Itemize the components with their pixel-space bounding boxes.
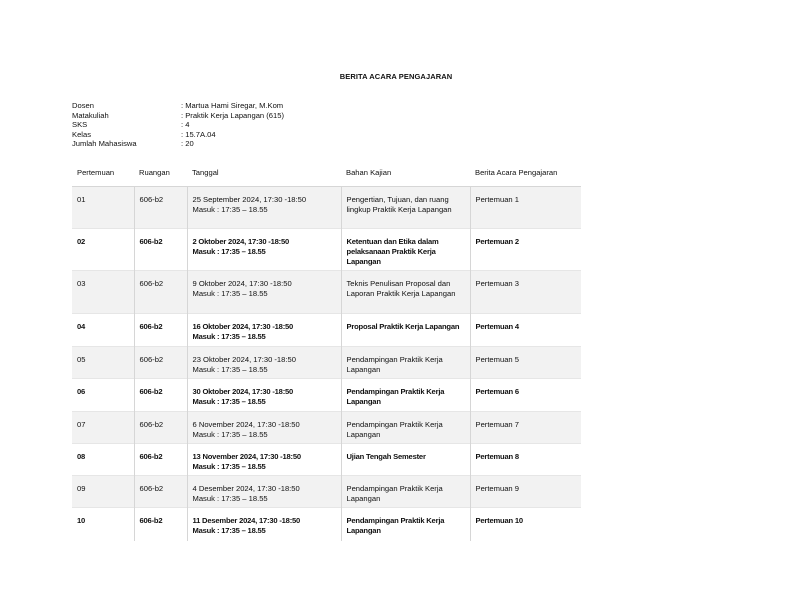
cell-berita-acara: Pertemuan 2 [470,229,581,271]
meta-row-kelas [72,130,284,140]
cell-ruangan: 606-b2 [134,476,187,508]
date-text: 13 November 2024, 17:30 -18:50 [192,452,301,461]
cell-tanggal [187,314,341,347]
header-tanggal: Tanggal [187,157,341,187]
teaching-report-table [72,157,581,541]
entry-text: Masuk : 17:35 – 18.55 [192,288,268,298]
cell-pertemuan: 05 [72,347,134,379]
cell-tanggal [187,476,341,508]
cell-berita-acara: Pertemuan 10 [470,508,581,541]
meta-value: : 20 [181,139,194,149]
table-row [72,379,581,412]
cell-bahan-kajian: Proposal Praktik Kerja Lapangan [341,314,470,347]
table-row [72,271,581,314]
cell-berita-acara: Pertemuan 1 [470,187,581,229]
table-header-row [72,157,581,187]
cell-ruangan: 606-b2 [134,314,187,347]
cell-pertemuan: 01 [72,187,134,229]
cell-ruangan: 606-b2 [134,229,187,271]
cell-ruangan: 606-b2 [134,412,187,444]
entry-text: Masuk : 17:35 – 18.55 [192,331,266,341]
entry-text: Masuk : 17:35 – 18.55 [192,364,268,374]
entry-text: Masuk : 17:35 – 18.55 [192,525,266,535]
meta-row-sks [72,120,284,130]
date-text: 4 Desember 2024, 17:30 -18:50 [192,484,300,493]
date-text: 6 November 2024, 17:30 -18:50 [192,420,300,429]
cell-berita-acara: Pertemuan 4 [470,314,581,347]
entry-text: Masuk : 17:35 – 18.55 [192,493,268,503]
entry-text: Masuk : 17:35 – 18.55 [192,246,266,256]
cell-berita-acara: Pertemuan 7 [470,412,581,444]
meta-value: : Martua Hami Siregar, M.Kom [181,101,284,110]
meta-value: : 4 [181,120,190,130]
document-title: BERITA ACARA PENGAJARAN [339,72,453,81]
cell-tanggal [187,379,341,412]
cell-pertemuan: 03 [72,271,134,314]
cell-tanggal [187,271,341,314]
cell-pertemuan: 07 [72,412,134,444]
meta-value: : 15.7A.04 [181,129,216,139]
entry-text: Masuk : 17:35 – 18.55 [192,396,266,406]
table-row [72,187,581,229]
meta-key: Matakuliah [72,110,109,120]
table-row [72,444,581,476]
cell-berita-acara: Pertemuan 5 [470,347,581,379]
meta-key: Dosen [72,101,94,110]
meta-key: SKS [72,120,88,130]
date-text: 25 September 2024, 17:30 -18:50 [192,195,307,204]
entry-text: Masuk : 17:35 – 18.55 [192,461,266,471]
cell-bahan-kajian: Pendampingan Praktik Kerja Lapangan [341,476,470,508]
cell-ruangan: 606-b2 [134,347,187,379]
meta-block [72,101,284,149]
header-bahan-kajian: Bahan Kajian [341,157,470,187]
cell-ruangan: 606-b2 [134,508,187,541]
cell-pertemuan: 04 [72,314,134,347]
table-row [72,508,581,541]
cell-bahan-kajian: Pendampingan Praktik Kerja Lapangan [341,412,470,444]
cell-ruangan: 606-b2 [134,187,187,229]
cell-tanggal [187,187,341,229]
header-berita-acara: Berita Acara Pengajaran [470,157,581,187]
header-ruangan: Ruangan [134,157,187,187]
table-row [72,347,581,379]
cell-bahan-kajian: Teknis Penulisan Proposal dan Laporan Praktik Kerja Lapangan [341,271,470,314]
meta-row-matakuliah [72,111,284,121]
cell-bahan-kajian: Pengertian, Tujuan, dan ruang lingkup Praktik Kerja Lapangan [341,187,470,229]
cell-bahan-kajian: Ujian Tengah Semester [341,444,470,476]
cell-tanggal [187,347,341,379]
cell-pertemuan: 06 [72,379,134,412]
table-row [72,412,581,444]
date-text: 30 Oktober 2024, 17:30 -18:50 [192,387,294,396]
cell-ruangan: 606-b2 [134,271,187,314]
cell-berita-acara: Pertemuan 8 [470,444,581,476]
meta-value: : Praktik Kerja Lapangan (615) [181,110,284,120]
cell-pertemuan: 09 [72,476,134,508]
entry-text: Masuk : 17:35 – 18.55 [192,204,268,214]
meta-row-dosen [72,101,284,111]
cell-ruangan: 606-b2 [134,379,187,412]
cell-bahan-kajian: Pendampingan Praktik Kerja Lapangan [341,379,470,412]
cell-berita-acara: Pertemuan 3 [470,271,581,314]
meta-key: Kelas [72,129,91,139]
table-row [72,314,581,347]
cell-tanggal [187,229,341,271]
table-row [72,229,581,271]
cell-berita-acara: Pertemuan 6 [470,379,581,412]
cell-berita-acara: Pertemuan 9 [470,476,581,508]
meta-row-jumlah-mahasiswa [72,139,284,149]
date-text: 2 Oktober 2024, 17:30 -18:50 [192,237,290,246]
cell-bahan-kajian: Pendampingan Praktik Kerja Lapangan [341,508,470,541]
cell-bahan-kajian: Pendampingan Praktik Kerja Lapangan [341,347,470,379]
date-text: 9 Oktober 2024, 17:30 -18:50 [192,279,292,288]
entry-text: Masuk : 17:35 – 18.55 [192,429,268,439]
header-pertemuan: Pertemuan [72,157,134,187]
cell-tanggal [187,444,341,476]
table-row [72,476,581,508]
meta-key: Jumlah Mahasiswa [72,139,137,149]
date-text: 23 Oktober 2024, 17:30 -18:50 [192,355,296,364]
cell-bahan-kajian: Ketentuan dan Etika dalam pelaksanaan Praktik Kerja Lapangan [341,229,470,271]
date-text: 11 Desember 2024, 17:30 -18:50 [192,516,301,525]
cell-tanggal [187,412,341,444]
cell-ruangan: 606-b2 [134,444,187,476]
cell-pertemuan: 10 [72,508,134,541]
date-text: 16 Oktober 2024, 17:30 -18:50 [192,322,294,331]
cell-pertemuan: 08 [72,444,134,476]
cell-tanggal [187,508,341,541]
cell-pertemuan: 02 [72,229,134,271]
